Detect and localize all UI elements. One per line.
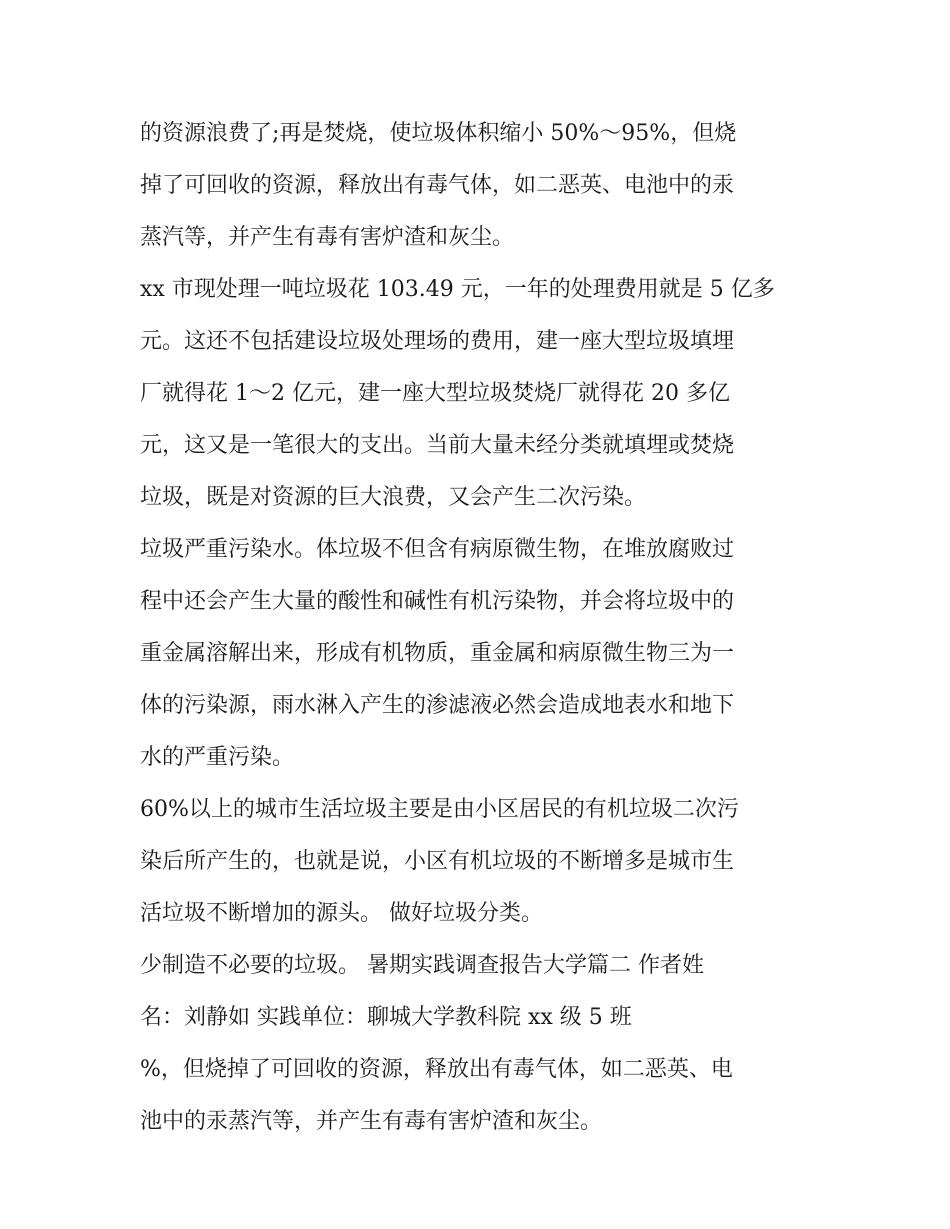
text-line: 名：刘静如 实践单位：聊城大学教科院 xx 级 5 班: [140, 1005, 632, 1030]
text-line: 少制造不必要的垃圾。 暑期实践调查报告大学篇二 作者姓: [140, 953, 704, 978]
text-line: 蒸汽等，并产生有毒有害炉渣和灰尘。: [140, 225, 515, 250]
text-line: 元。这还不包括建设垃圾处理场的费用，建一座大型垃圾填埋: [140, 329, 735, 354]
text-line: 水的严重污染。: [140, 745, 295, 770]
text-line: 掉了可回收的资源，释放出有毒气体，如二恶英、电池中的汞: [140, 173, 735, 198]
body-text: [140, 108, 820, 1148]
text-line: 池中的汞蒸汽等，并产生有毒有害炉渣和灰尘。: [140, 1109, 603, 1134]
text-line: 厂就得花 1～2 亿元，建一座大型垃圾焚烧厂就得花 20 多亿: [140, 381, 730, 406]
text-line: 体的污染源，雨水淋入产生的渗滤液必然会造成地表水和地下: [140, 693, 735, 718]
text-line: xx 市现处理一吨垃圾花 103.49 元，一年的处理费用就是 5 亿多: [140, 277, 775, 302]
text-line: 程中还会产生大量的酸性和碱性有机污染物，并会将垃圾中的: [140, 589, 735, 614]
text-line: 60%以上的城市生活垃圾主要是由小区居民的有机垃圾二次污: [140, 797, 739, 822]
text-line: 垃圾，既是对资源的巨大浪费，又会产生二次污染。: [140, 485, 647, 510]
text-line: 染后所产生的，也就是说，小区有机垃圾的不断增多是城市生: [140, 849, 735, 874]
text-line: %，但烧掉了可回收的资源，释放出有毒气体，如二恶英、电: [140, 1057, 733, 1082]
text-line: 垃圾严重污染水。体垃圾不但含有病原微生物，在堆放腐败过: [140, 537, 735, 562]
text-line: 重金属溶解出来，形成有机物质，重金属和病原微生物三为一: [140, 641, 735, 666]
text-line: 的资源浪费了;再是焚烧，使垃圾体积缩小 50%～95%，但烧: [140, 121, 737, 146]
text-line: 活垃圾不断增加的源头。 做好垃圾分类。: [140, 901, 543, 926]
text-line: 元，这又是一笔很大的支出。当前大量未经分类就填埋或焚烧: [140, 433, 735, 458]
